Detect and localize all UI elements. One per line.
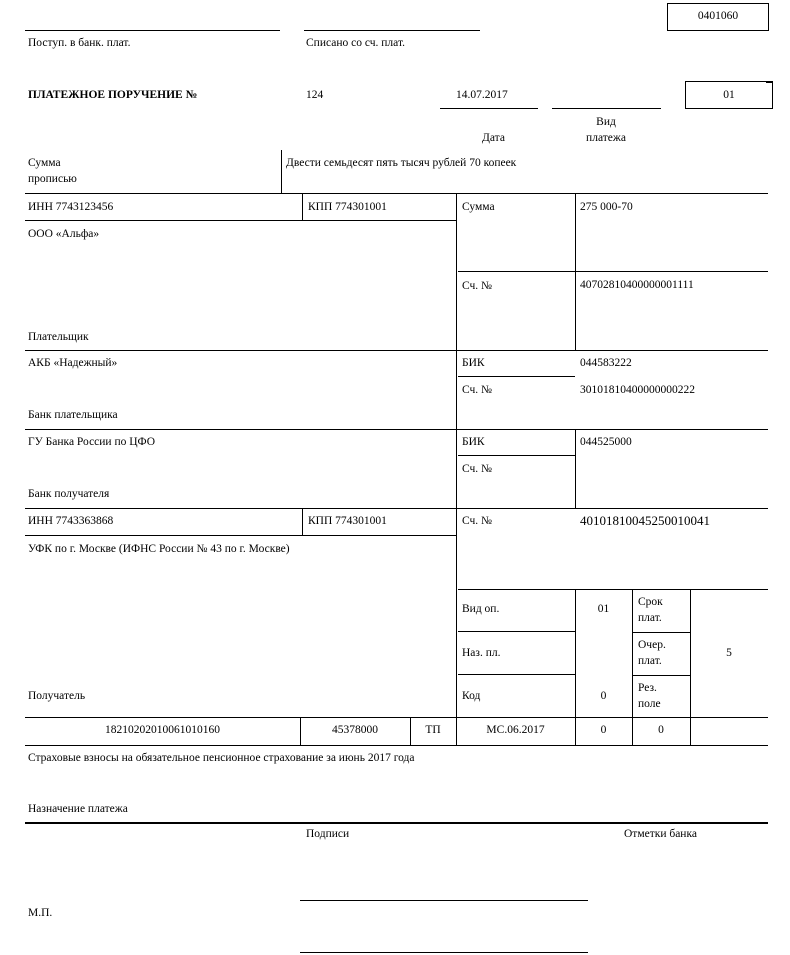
document-number: 124 <box>306 89 324 101</box>
purpose-code-label: Наз. пл. <box>462 647 501 659</box>
grid-line <box>25 535 456 536</box>
tax-doc-number: 0 <box>600 724 607 736</box>
payer-label: Плательщик <box>28 331 89 343</box>
amount-words-label-1: Сумма <box>28 157 61 169</box>
payee-account-label: Сч. № <box>462 515 493 527</box>
signature-line-2 <box>300 952 588 953</box>
grid-line <box>690 589 691 745</box>
queue-value: 5 <box>726 647 732 659</box>
received-line <box>25 30 280 31</box>
grid-line <box>25 193 768 194</box>
grid-line <box>632 675 690 676</box>
reserve-label-1: Рез. <box>638 682 657 694</box>
purpose-label: Назначение платежа <box>28 803 128 815</box>
queue-label-1: Очер. <box>638 639 666 651</box>
status-tick <box>766 81 772 83</box>
payer-bank-name: АКБ «Надежный» <box>28 357 118 369</box>
amount-words-label-2: прописью <box>28 173 77 185</box>
payee-bank-bik-label: БИК <box>462 436 485 448</box>
tax-period: МС.06.2017 <box>486 724 545 736</box>
payer-bank-account: 30101810400000000222 <box>580 384 695 396</box>
grid-line <box>25 745 768 746</box>
debited-label: Списано со сч. плат. <box>306 37 405 49</box>
payer-account: 40702810400000001111 <box>580 279 694 291</box>
payer-bank-account-label: Сч. № <box>462 384 493 396</box>
code-value: 0 <box>600 690 607 702</box>
payer-name: ООО «Альфа» <box>28 228 100 240</box>
grid-line <box>302 508 303 535</box>
grid-line <box>632 589 633 745</box>
payer-inn: ИНН 7743123456 <box>28 201 114 213</box>
payer-sum-value: 275 000-70 <box>580 201 633 213</box>
grid-line <box>458 631 575 632</box>
op-type-label: Вид оп. <box>462 603 500 615</box>
payee-bank-name: ГУ Банка России по ЦФО <box>28 436 156 448</box>
amount-words: Двести семьдесят пять тысяч рублей 70 копеек <box>286 157 517 169</box>
payment-type-line <box>552 108 661 109</box>
grid-line <box>632 632 690 633</box>
grid-line <box>25 717 768 718</box>
payer-bank-label: Банк плательщика <box>28 409 118 421</box>
term-label-1: Срок <box>638 596 663 608</box>
signatures-label: Подписи <box>306 828 350 840</box>
tax-basis: ТП <box>425 724 441 736</box>
payer-bank-bik-label: БИК <box>462 357 485 369</box>
grid-line <box>302 193 303 220</box>
code-label: Код <box>462 690 481 702</box>
received-label: Поступ. в банк. плат. <box>28 37 131 49</box>
payee-account: 40101810045250010041 <box>580 513 710 528</box>
queue-label-2: плат. <box>638 655 662 667</box>
payment-type-label-1: Вид <box>596 116 616 128</box>
amount-words-divider <box>281 150 282 193</box>
grid-line <box>458 455 575 456</box>
grid-line <box>25 508 768 509</box>
tax-doc-date: 0 <box>658 724 664 736</box>
payer-kpp: КПП 774301001 <box>308 201 387 213</box>
reserve-label-2: поле <box>638 698 661 710</box>
stamp-label: М.П. <box>28 907 53 919</box>
grid-line <box>458 376 575 377</box>
tax-oktmo: 45378000 <box>332 724 378 736</box>
document-date: 14.07.2017 <box>456 89 508 101</box>
grid-line <box>25 429 768 430</box>
debited-line <box>304 30 480 31</box>
payee-inn: ИНН 7743363868 <box>28 515 114 527</box>
term-label-2: плат. <box>638 612 662 624</box>
form-code: 0401060 <box>697 10 739 22</box>
payment-type-label-2: платежа <box>586 132 626 144</box>
payer-sum-label: Сумма <box>462 201 495 213</box>
payee-bank-label: Банк получателя <box>28 488 110 500</box>
payee-bank-account-label: Сч. № <box>462 463 493 475</box>
grid-line <box>575 429 576 508</box>
purpose-bottom-line <box>25 822 768 824</box>
payer-bank-bik: 044583222 <box>580 357 632 369</box>
grid-line <box>458 674 575 675</box>
grid-line <box>25 220 456 221</box>
payer-account-label: Сч. № <box>462 280 493 292</box>
date-line <box>440 108 538 109</box>
document-title: ПЛАТЕЖНОЕ ПОРУЧЕНИЕ № <box>28 89 198 101</box>
payee-kpp: КПП 774301001 <box>308 515 387 527</box>
payee-name: УФК по г. Москве (ИФНС России № 43 по г. Москве) <box>28 543 290 555</box>
date-label: Дата <box>482 132 505 144</box>
payee-bank-bik: 044525000 <box>580 436 632 448</box>
tax-kbk: 18210202010061010160 <box>105 724 220 736</box>
payee-label: Получатель <box>28 690 86 702</box>
grid-line <box>575 193 576 350</box>
bank-marks-label: Отметки банка <box>624 828 697 840</box>
status-code: 01 <box>723 89 735 101</box>
grid-line <box>458 589 768 590</box>
purpose-text: Страховые взносы на обязательное пенсионное страхование за июнь 2017 года <box>28 752 415 764</box>
op-type: 01 <box>597 603 610 615</box>
grid-line <box>456 193 457 745</box>
grid-line <box>458 271 768 272</box>
signature-line-1 <box>300 900 588 901</box>
grid-line <box>25 350 768 351</box>
